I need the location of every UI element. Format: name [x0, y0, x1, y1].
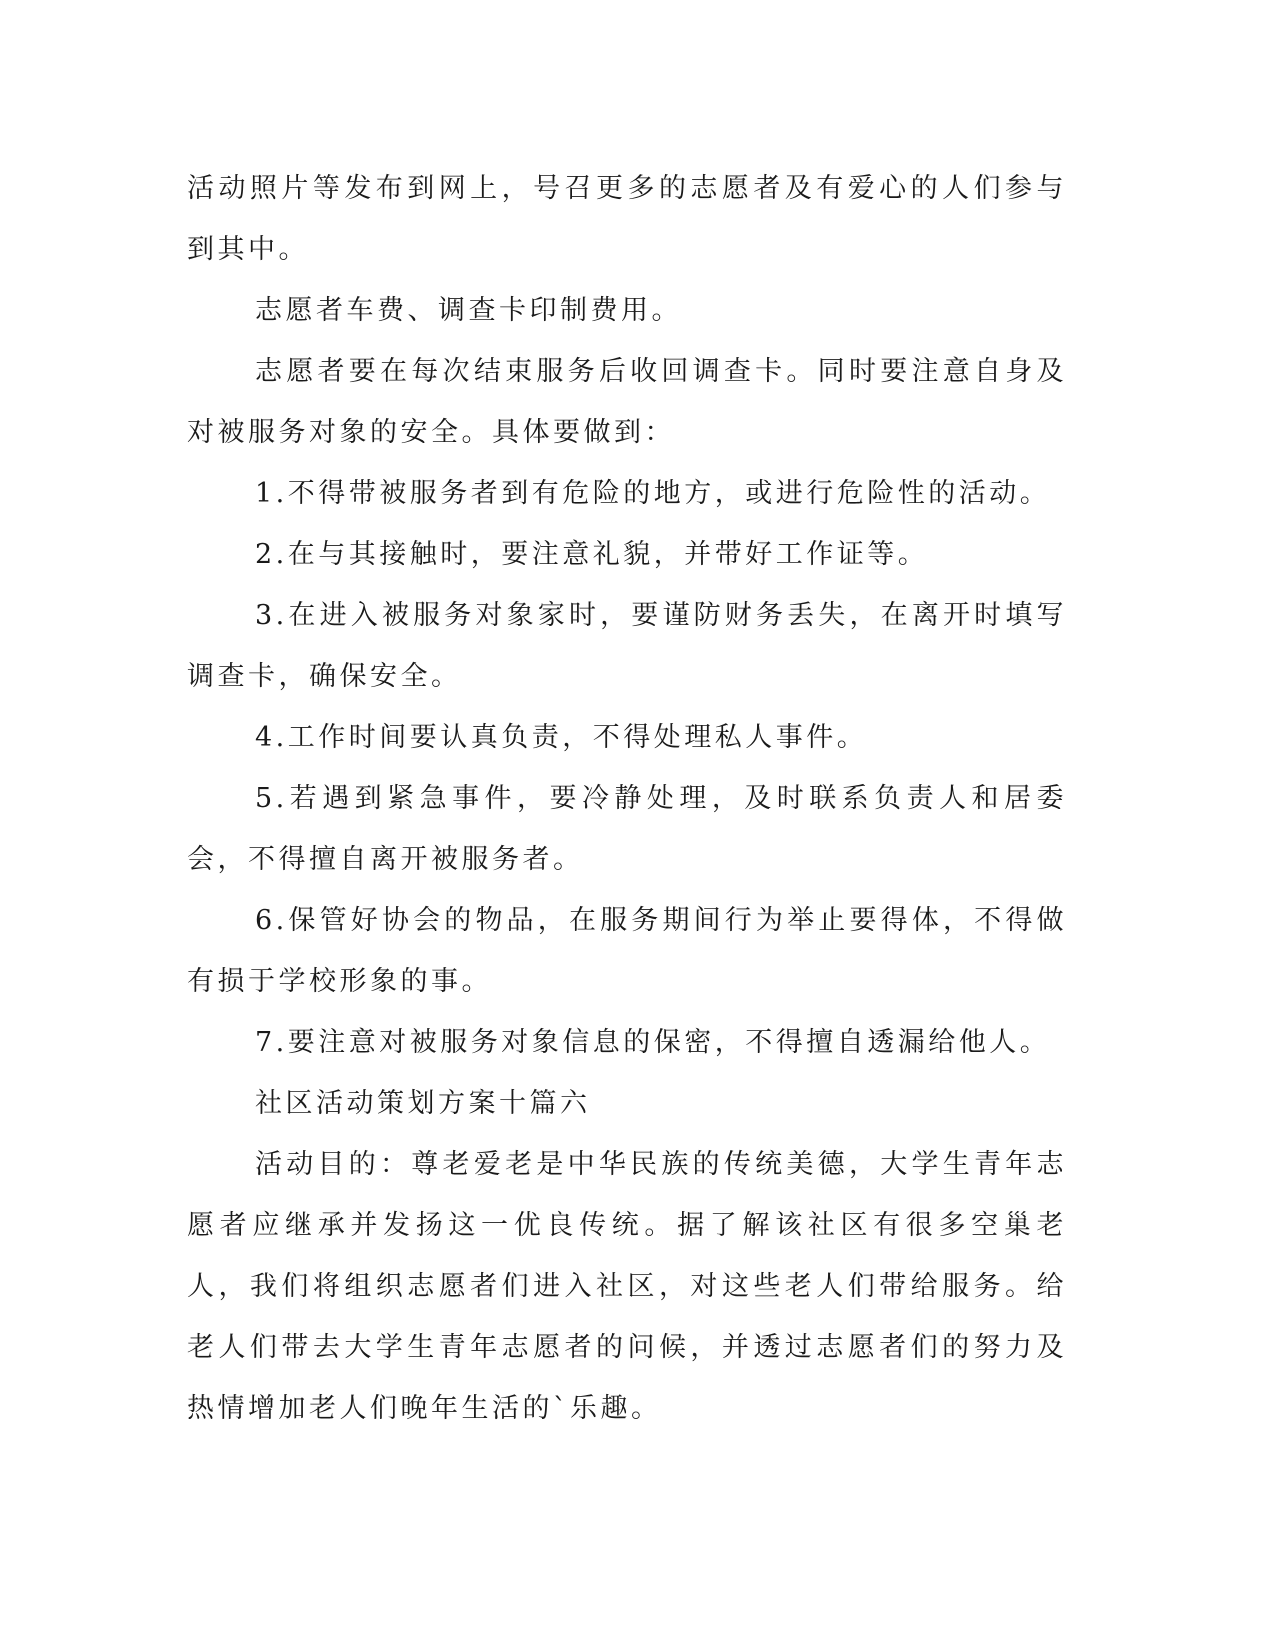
section-heading: 社区活动策划方案十篇六: [255, 1088, 591, 1119]
list-item-rule-3: 3.在进入被服务对象家时，要谨防财务丢失，在离开时填写调查卡，确保安全。: [187, 600, 1067, 692]
document-body: [187, 158, 1067, 1439]
list-item-rule-7: 7.要注意对被服务对象信息的保密，不得擅自透漏给他人。: [255, 1027, 1051, 1058]
paragraph-activity-purpose: 活动目的：尊老爱老是中华民族的传统美德，大学生青年志愿者应继承并发扬这一优良传统。据了解该社区有很多空巢老人，我们将组织志愿者们进入社区，对这些老人们带给服务。给老人们带去大学生青年志愿者的问候，并透过志愿者们的努力及热情增加老人们晚年生活的`乐趣。: [187, 1149, 1067, 1424]
list-item-rule-2: 2.在与其接触时，要注意礼貌，并带好工作证等。: [255, 539, 929, 570]
list-item-rule-1: 1.不得带被服务者到有危险的地方，或进行危险性的活动。: [255, 478, 1051, 509]
paragraph-continuation: 活动照片等发布到网上，号召更多的志愿者及有爱心的人们参与到其中。: [187, 173, 1067, 265]
paragraph-survey-card: 志愿者要在每次结束服务后收回调查卡。同时要注意自身及对被服务对象的安全。具体要做到：: [187, 356, 1067, 448]
paragraph-volunteer-costs: 志愿者车费、调查卡印制费用。: [255, 295, 682, 326]
list-item-rule-5: 5.若遇到紧急事件，要冷静处理，及时联系负责人和居委会，不得擅自离开被服务者。: [187, 783, 1067, 875]
list-item-rule-6: 6.保管好协会的物品，在服务期间行为举止要得体，不得做有损于学校形象的事。: [187, 905, 1067, 997]
list-item-rule-4: 4.工作时间要认真负责，不得处理私人事件。: [255, 722, 868, 753]
